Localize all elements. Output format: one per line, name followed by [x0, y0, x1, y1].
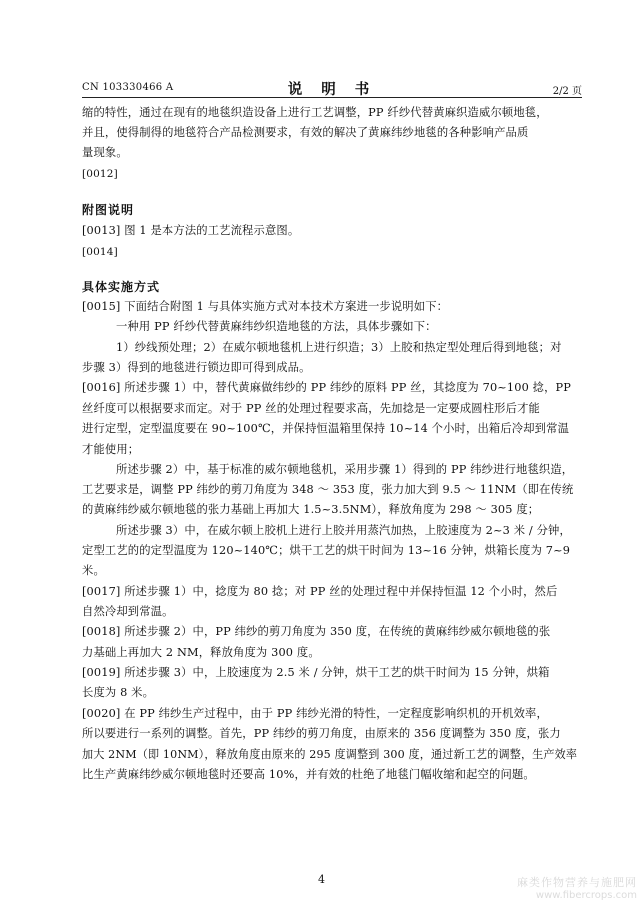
body-line: 力基础上再加大 2 NM，释放角度为 300 度。 [82, 646, 320, 659]
body-line: 的黄麻纬纱威尔顿地毯的张力基础上再加大 1.5~3.5NM），释放角度为 298 ～ 305 度； [82, 503, 540, 516]
page-number: 4 [318, 873, 325, 886]
paragraph-number: [0012] [82, 168, 118, 180]
body-line: 缩的特性，通过在现有的地毯织造设备上进行工艺调整，PP 纤纱代替黄麻织造威尔顿地毯， [82, 106, 548, 119]
document-header [82, 75, 582, 97]
body-line: 工艺要求是，调整 PP 纬纱的剪刀角度为 348 ～ 353 度，张力加大到 9.5 ～ 11NM（即在传统 [82, 483, 574, 496]
body-line: [0020] 在 PP 纬纱生产过程中，由于 PP 纬纱光滑的特性，一定程度影响织机的开机效率， [82, 707, 548, 720]
body-line: [0017] 所述步骤 1）中，捻度为 80 捻；对 PP 丝的处理过程中并保持恒温 12 个小时，然后 [82, 585, 558, 598]
patent-number: CN 103330466 A [82, 82, 174, 93]
body-line: 一种用 PP 纤纱代替黄麻纬纱织造地毯的方法，具体步骤如下： [116, 320, 437, 333]
body-line: 米。 [82, 564, 105, 577]
body-line: 进行定型，定型温度要在 90~100℃，并保持恒温箱里保持 10~14 个小时，出箱后冷却到常温 [82, 422, 570, 435]
body-line: 才能使用； [82, 443, 140, 456]
body-line: 所述步骤 2）中，基于标准的威尔顿地毯机，采用步骤 1）得到的 PP 纬纱进行地毯织造， [116, 463, 574, 476]
body-line: [0018] 所述步骤 2）中，PP 纬纱的剪刀角度为 350 度，在传统的黄麻纬纱威尔顿地毯的张 [82, 625, 551, 638]
body-line: 步骤 3）得到的地毯进行锁边即可得到成品。 [82, 361, 311, 374]
body-line: 丝纤度可以根据要求而定。对于 PP 丝的处理过程要求高，先加捻是一定要成圆柱形后才能 [82, 402, 540, 415]
site-watermark [517, 876, 637, 902]
body-line: [0015] 下面结合附图 1 与具体实施方式对本技术方案进一步说明如下： [82, 300, 449, 313]
document-title: 说 明 书 [287, 81, 377, 98]
paragraph-number: [0014] [82, 246, 118, 258]
body-line: 定型工艺的的定型温度为 120~140℃；烘干工艺的烘干时间为 13~16 分钟，烘箱长度为 7~9 [82, 544, 571, 557]
body-line: 比生产黄麻纬纱威尔顿地毯时还要高 10%，并有效的杜绝了地毯门幅收缩和起空的问题。 [82, 768, 535, 781]
body-line: [0016] 所述步骤 1）中，替代黄麻做纬纱的 PP 纬纱的原料 PP 丝，其捻度为 70~100 捻，PP [82, 381, 572, 394]
watermark-text: 麻类作物营养与施肥网 [517, 876, 637, 889]
header-rule [82, 97, 582, 98]
body-line: [0013] 图 1 是本方法的工艺流程示意图。 [82, 224, 300, 237]
body-line: 1）纱线预处理；2）在威尔顿地毯机上进行织造；3）上胶和热定型处理后得到地毯；对 [116, 341, 562, 354]
body-line: [0019] 所述步骤 3）中，上胶速度为 2.5 米 / 分钟，烘干工艺的烘干时间为 15 分钟，烘箱 [82, 666, 550, 679]
body-line: 长度为 8 米。 [82, 686, 155, 699]
body-line: 自然冷却到常温。 [82, 605, 174, 618]
section-heading-embodiment: 具体实施方式 [82, 280, 161, 294]
body-line: 所以要进行一系列的调整。首先，PP 纬纱的剪刀角度，由原来的 356 度调整为 350 度，张力 [82, 727, 561, 740]
body-line: 量现象。 [82, 146, 128, 159]
body-line: 所述步骤 3）中，在威尔顿上胶机上进行上胶并用蒸汽加热，上胶速度为 2~3 米 / 分钟， [116, 524, 571, 537]
watermark-url: www.fibercrops.com [535, 890, 637, 901]
section-heading-figures: 附图说明 [82, 203, 135, 217]
body-line: 并且，使得制得的地毯符合产品检测要求，有效的解决了黄麻纬纱地毯的各种影响产品质 [82, 126, 529, 139]
page-indicator: 2/2 页 [552, 86, 582, 97]
body-line: 加大 2NM（即 10NM），释放角度由原来的 295 度调整到 300 度，通过新工艺的调整，生产效率 [82, 748, 578, 761]
